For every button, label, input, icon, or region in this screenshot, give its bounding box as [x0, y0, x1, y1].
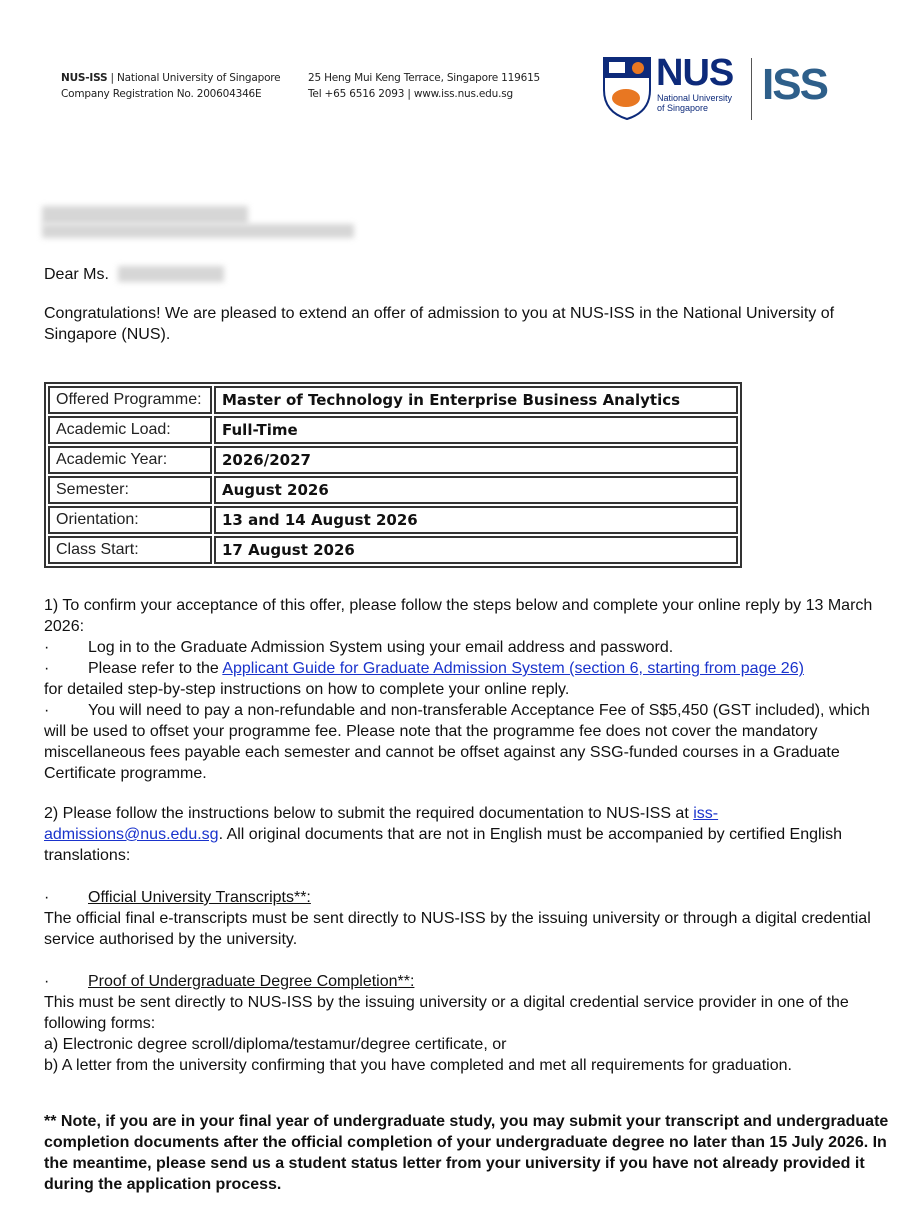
- bullet: ·: [44, 973, 50, 990]
- offer-label: Orientation:: [48, 506, 212, 534]
- degree-option-a: a) Electronic degree scroll/diploma/testamur/degree certificate, or: [44, 1036, 507, 1053]
- transcripts-body: The official final e-transcripts must be sent directly to NUS-ISS by the issuing university or through a digital credential service authorised by the university.: [44, 910, 871, 948]
- step-guide-pre: Please refer to the: [88, 660, 223, 677]
- nus-sub1: National University: [657, 93, 733, 103]
- section-acceptance: [44, 595, 889, 784]
- contact: Tel +65 6516 2093 | www.iss.nus.edu.sg: [308, 88, 513, 100]
- section-documents: [44, 803, 889, 1076]
- iss-wordmark: ISS: [762, 60, 827, 109]
- admissions-email-link[interactable]: iss-admissions@nus.edu.sg: [44, 805, 719, 843]
- redacted-address: [42, 224, 354, 238]
- offer-row: [48, 476, 738, 504]
- offer-label: Offered Programme:: [48, 386, 212, 414]
- step-login: Log in to the Graduate Admission System using your email address and password.: [88, 639, 674, 656]
- org-info: [61, 70, 280, 102]
- bullet: ·: [44, 889, 50, 906]
- degree-body: This must be sent directly to NUS-ISS by the issuing university or a digital credential service provider in one of the following forms:: [44, 994, 849, 1032]
- redacted-name: [42, 206, 248, 224]
- offer-label: Semester:: [48, 476, 212, 504]
- offer-value: 2026/2027: [214, 446, 738, 474]
- note-text: ** Note, if you are in your final year of undergraduate study, you may submit your transcript and undergraduate completion documents after the official completion of your undergraduate degree no later than 15 July 2026. In the meantime, please send us a student status letter from your university if you have not already provided it during the application process.: [44, 1113, 889, 1193]
- offer-value: 13 and 14 August 2026: [214, 506, 738, 534]
- bullet: ·: [44, 660, 50, 677]
- offer-label: Academic Load:: [48, 416, 212, 444]
- offer-value: Full-Time: [214, 416, 738, 444]
- offer-row: [48, 416, 738, 444]
- offer-row: [48, 446, 738, 474]
- final-year-note: [44, 1111, 889, 1195]
- acceptance-intro: 1) To confirm your acceptance of this offer, please follow the steps below and complete your online reply by 13 March 2026:: [44, 597, 873, 635]
- company-registration: Company Registration No. 200604346E: [61, 88, 262, 100]
- intro-text: Congratulations! We are pleased to extend an offer of admission to you at NUS-ISS in the National University of Singapore (NUS).: [44, 305, 835, 343]
- degree-option-b: b) A letter from the university confirming that you have completed and met all requirements for graduation.: [44, 1057, 792, 1074]
- bullet: ·: [44, 639, 50, 656]
- intro-paragraph: [44, 303, 889, 345]
- nus-logo: [602, 52, 862, 122]
- address-info: [308, 70, 540, 102]
- offer-table: [44, 382, 742, 568]
- docs-intro-post: . All original documents that are not in English must be accompanied by certified English translations:: [44, 826, 843, 864]
- step-guide-post: for detailed step-by-step instructions on how to complete your online reply.: [44, 681, 570, 698]
- org-fullname: | National University of Singapore: [107, 72, 281, 84]
- docs-intro-pre: 2) Please follow the instructions below to submit the required documentation to NUS-ISS at: [44, 805, 694, 822]
- org-name: NUS-ISS: [61, 72, 108, 84]
- offer-row: [48, 536, 738, 564]
- nus-crest-icon: [602, 56, 652, 120]
- nus-wordmark: NUS: [656, 52, 734, 94]
- logo-divider: [751, 58, 752, 120]
- offer-label: Class Start:: [48, 536, 212, 564]
- nus-subtitle: [657, 93, 732, 113]
- offer-row: [48, 386, 738, 414]
- nus-sub2: of Singapore: [657, 103, 709, 113]
- applicant-guide-link[interactable]: Applicant Guide for Graduate Admission System (section 6, starting from page 26): [222, 660, 804, 677]
- transcripts-title: Official University Transcripts**:: [88, 889, 311, 906]
- offer-value: Master of Technology in Enterprise Business Analytics: [214, 386, 738, 414]
- greeting-text: Dear Ms.: [44, 266, 109, 283]
- degree-title: Proof of Undergraduate Degree Completion**:: [88, 973, 415, 990]
- offer-value: August 2026: [214, 476, 738, 504]
- step-fee: You will need to pay a non-refundable and non-transferable Acceptance Fee of S$5,450 (GST included), which will be used to offset your programme fee. Please note that the programme fee does not cover the mandatory miscellaneous fees payable each semester and cannot be offset against any SSG-funded courses in a Graduate Certificate programme.: [44, 702, 870, 782]
- offer-label: Academic Year:: [48, 446, 212, 474]
- offer-value: 17 August 2026: [214, 536, 738, 564]
- address: 25 Heng Mui Keng Terrace, Singapore 119615: [308, 72, 541, 84]
- offer-row: [48, 506, 738, 534]
- bullet: ·: [44, 702, 50, 719]
- redacted-surname: [118, 266, 224, 282]
